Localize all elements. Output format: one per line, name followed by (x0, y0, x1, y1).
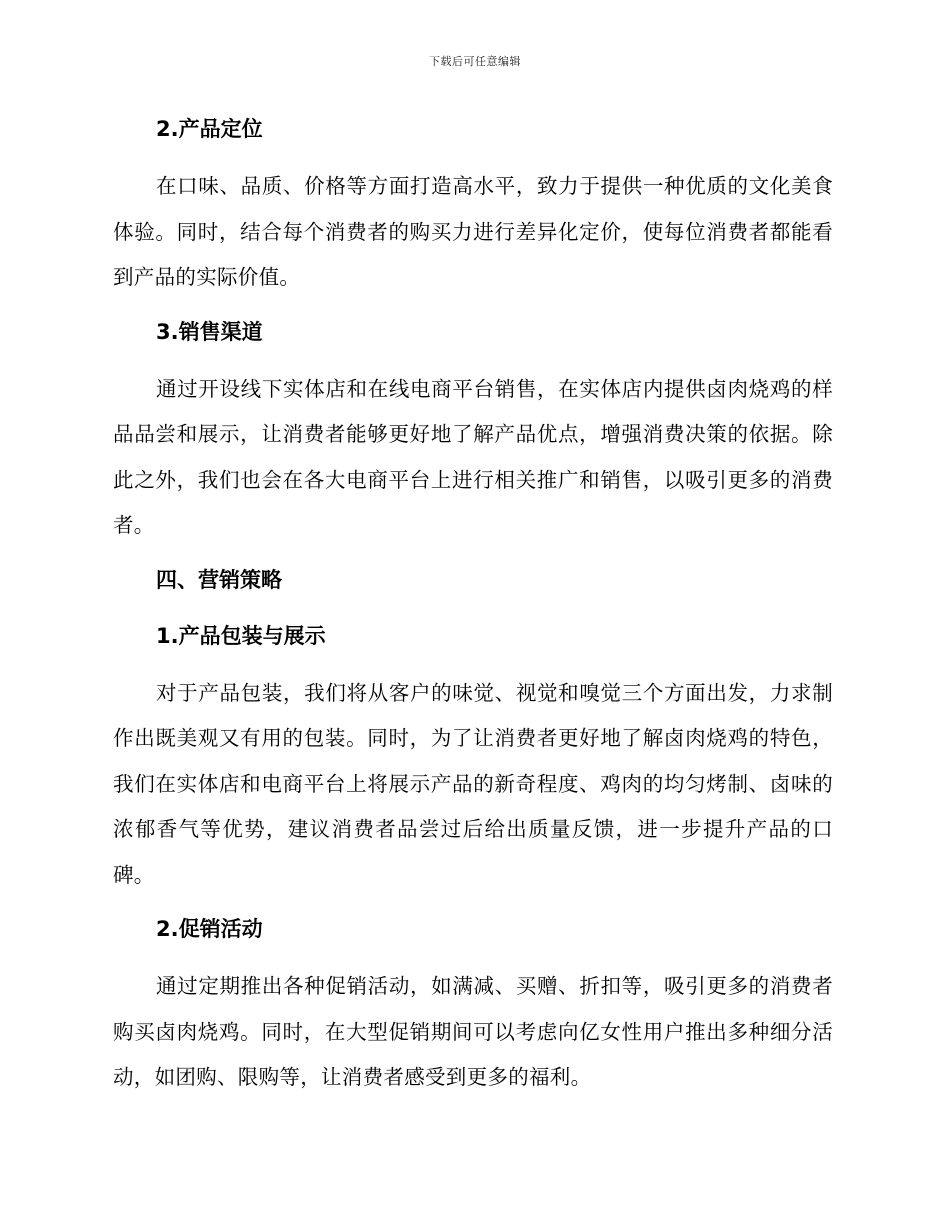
page-header: 下载后可任意编辑 (429, 55, 521, 68)
section-heading-packaging-display: 1.产品包装与展示 (156, 623, 326, 648)
paragraph-product-positioning: 在口味、品质、价格等方面打造高水平，致力于提供一种优质的文化美食体验。同时，结合每个消费者的购买力进行差异化定价，使每位消费者都能看到产品的实际价值。 (113, 174, 833, 289)
paragraph-packaging-display: 对于产品包装，我们将从客户的味觉、视觉和嗅觉三个方面出发，力求制作出既美观又有用的包装。同时，为了让消费者更好地了解卤肉烧鸡的特色，我们在实体店和电商平台上将展示产品的新奇程度、鸡肉的均匀烤制、卤味的浓郁香气等优势，建议消费者品尝过后给出质量反馈，进一步提升产品的口碑。 (113, 680, 833, 887)
section-heading-marketing-strategy: 四、营销策略 (156, 567, 282, 592)
section-heading-product-positioning: 2.产品定位 (156, 117, 263, 141)
paragraph-sales-channels: 通过开设线下实体店和在线电商平台销售，在实体店内提供卤肉烧鸡的样品品尝和展示，让消费者能够更好地了解产品优点，增强消费决策的依据。除此之外，我们也会在各大电商平台上进行相关推广和销售，以吸引更多的消费者。 (113, 376, 833, 537)
section-heading-promotions: 2.促销活动 (156, 917, 263, 941)
section-heading-sales-channels: 3.销售渠道 (156, 319, 263, 344)
paragraph-promotions: 通过定期推出各种促销活动，如满减、买赠、折扣等，吸引更多的消费者购买卤肉烧鸡。同时，在大型促销期间可以考虑向亿女性用户推出多种细分活动，如团购、限购等，让消费者感受到更多的福利。 (113, 974, 833, 1089)
document-body (113, 108, 833, 1111)
